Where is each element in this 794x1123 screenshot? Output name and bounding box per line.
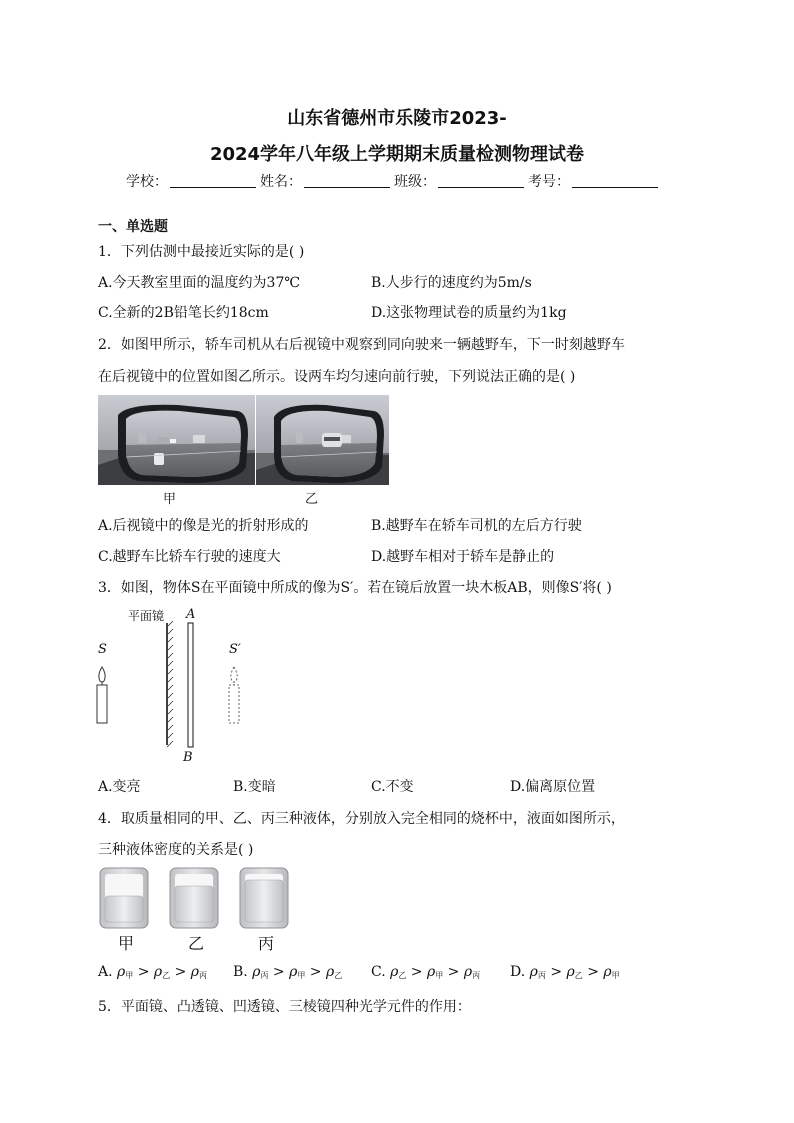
label-a: A — [186, 607, 196, 622]
q2-caption-yi: 乙 — [305, 492, 319, 507]
label-b: B — [183, 750, 193, 765]
q4-caption-jia: 甲 — [118, 934, 135, 953]
exam-number-label: 考号： — [528, 174, 570, 190]
mirror-photo-jia-drawing — [98, 395, 255, 485]
label-s: S — [98, 642, 107, 657]
q1-option-a: A.今天教室里面的温度约为37℃ — [98, 275, 301, 291]
q2-option-a: A.后视镜中的像是光的折射形成的 — [98, 518, 309, 534]
q2-option-d: D.越野车相对于轿车是静止的 — [371, 549, 555, 565]
q4-option-b: B. $\rho_丙 > \rho_甲 > \rho_乙$ — [233, 964, 343, 980]
q3-option-b: B.变暗 — [233, 779, 276, 795]
flame-shape — [99, 667, 105, 682]
q2-stem-line1: 2．如图甲所示，轿车司机从右后视镜中观察到同向驶来一辆越野车，下一时刻越野车 — [98, 337, 625, 353]
section-title: 一、单选题 — [98, 219, 168, 235]
class-label: 班级： — [394, 174, 436, 190]
beaker-jia — [100, 868, 148, 928]
exam-title-line1: 山东省德州市乐陵市2023- — [287, 108, 507, 129]
beaker-bing — [240, 868, 288, 928]
q4-caption-bing: 丙 — [258, 934, 275, 953]
board-ab-shape — [188, 623, 193, 747]
q3-option-a: A.变亮 — [98, 779, 141, 795]
q2-stem-line2: 在后视镜中的位置如图乙所示。设两车均匀速向前行驶，下列说法正确的是( ) — [98, 369, 576, 385]
exam-title-line2: 2024学年八年级上学期期末质量检测物理试卷 — [209, 144, 585, 165]
beaker-yi — [170, 868, 218, 928]
exam-number-blank[interactable] — [572, 174, 658, 188]
q4-caption-yi: 乙 — [188, 934, 205, 953]
school-blank[interactable] — [170, 174, 256, 188]
school-label: 学校： — [126, 174, 168, 190]
image-candle-shape — [229, 685, 239, 723]
q3-stem: 3．如图，物体S在平面镜中所成的像为S′。若在镜后放置一块木板AB，则像S′将( ) — [98, 580, 612, 596]
q4-beakers-figure — [98, 866, 308, 932]
q4-option-c: C. $\rho_乙 > \rho_甲 > \rho_丙$ — [371, 964, 481, 980]
q4-option-d: D. $\rho_丙 > \rho_乙 > \rho_甲$ — [510, 964, 620, 980]
q1-stem: 1．下列估测中最接近实际的是( ) — [98, 244, 305, 260]
q4-stem-line1: 4．取质量相同的甲、乙、丙三种液体，分别放入完全相同的烧杯中，液面如图所示， — [98, 811, 625, 827]
q1-option-c: C.全新的2B铅笔长约18cm — [98, 305, 269, 321]
candle-shape — [97, 685, 107, 723]
mirror-photo-yi-drawing — [256, 395, 389, 485]
mirror-photo-yi — [256, 395, 389, 485]
student-info-row — [126, 171, 662, 191]
q4-stem-line2: 三种液体密度的关系是( ) — [98, 842, 254, 858]
q5-stem: 5．平面镜、凸透镜、凹透镜、三棱镜四种光学元件的作用： — [98, 999, 471, 1015]
name-label: 姓名： — [260, 174, 302, 190]
q3-mirror-figure — [92, 605, 262, 770]
q3-option-d: D.偏离原位置 — [510, 779, 596, 795]
class-blank[interactable] — [438, 174, 524, 188]
q4-option-a: A. $\rho_甲 > \rho_乙 > \rho_丙$ — [98, 964, 207, 980]
q2-option-c: C.越野车比轿车行驶的速度大 — [98, 549, 281, 565]
q3-option-c: C.不变 — [371, 779, 414, 795]
q2-option-b: B.越野车在轿车司机的左后方行驶 — [371, 518, 582, 534]
mirror-label: 平面镜 — [128, 609, 165, 623]
mirror-photo-jia — [98, 395, 255, 485]
label-s-prime: S′ — [229, 642, 241, 657]
q1-option-b: B.人步行的速度约为5m/s — [371, 275, 532, 291]
name-blank[interactable] — [304, 174, 390, 188]
q2-caption-jia: 甲 — [163, 492, 177, 507]
q1-option-d: D.这张物理试卷的质量约为1kg — [371, 305, 567, 321]
